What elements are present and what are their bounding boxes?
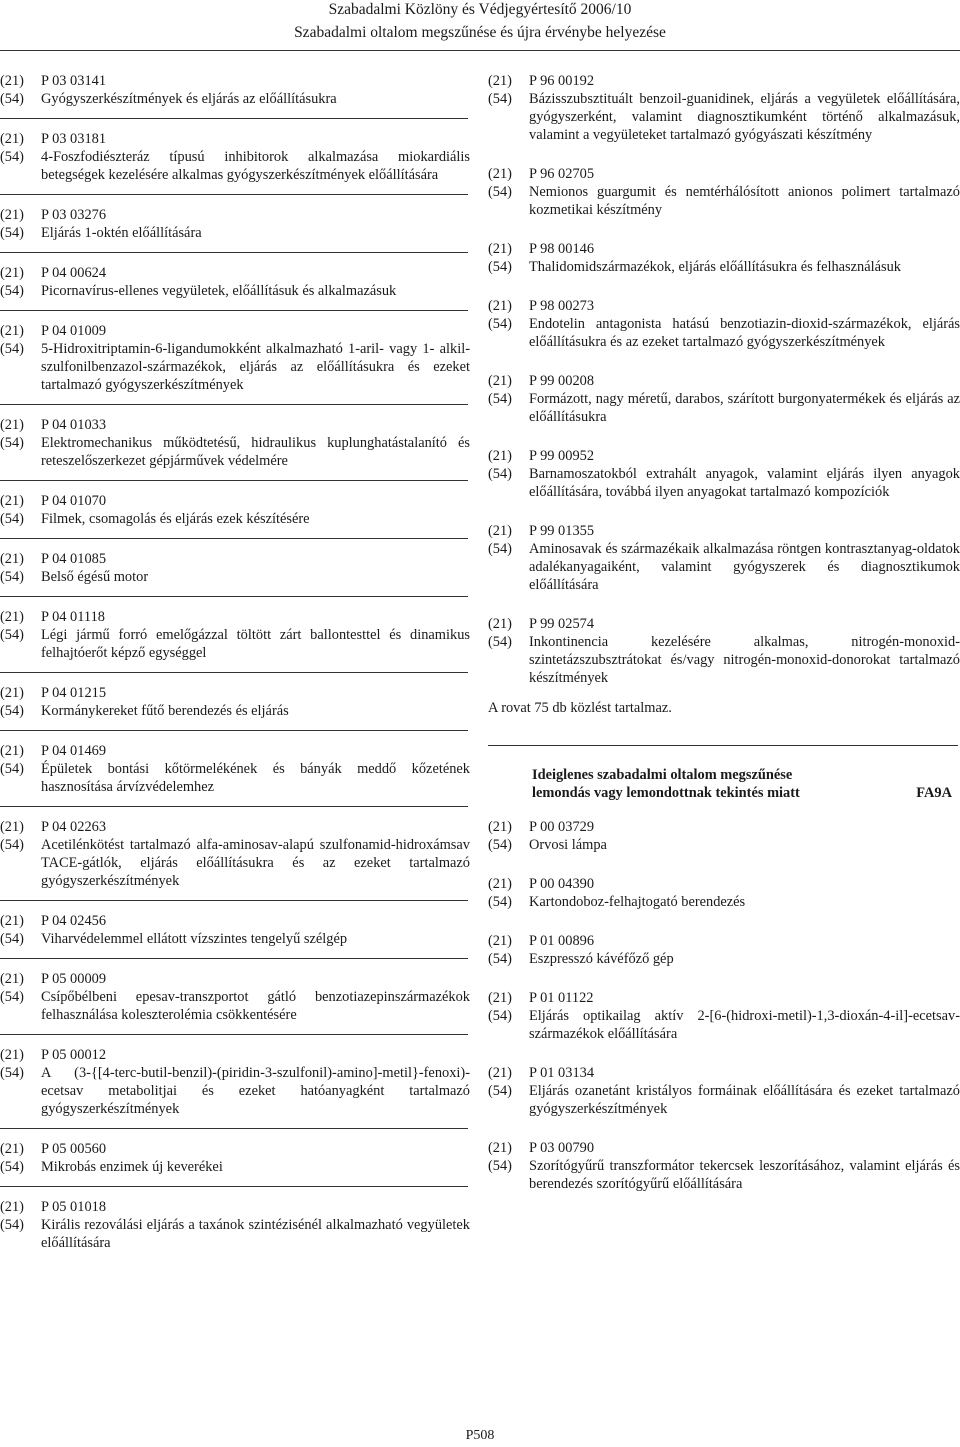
inid-code-21: (21) bbox=[0, 819, 24, 835]
patent-entry bbox=[488, 165, 960, 219]
invention-title: Formázott, nagy méretű, darabos, szárított burgonyatermékek és eljárás az előállításukra bbox=[529, 391, 960, 425]
inid-code-54: (54) bbox=[0, 703, 24, 719]
entry-number-line bbox=[488, 615, 960, 633]
inid-code-54: (54) bbox=[488, 1008, 512, 1024]
entry-title-line bbox=[0, 836, 470, 890]
entry-separator bbox=[0, 596, 468, 597]
entry-title-line bbox=[488, 950, 960, 968]
entry-gap bbox=[488, 968, 960, 989]
patent-entry bbox=[0, 818, 470, 890]
entry-number-line bbox=[488, 372, 960, 390]
subsection-title bbox=[488, 766, 800, 802]
invention-title: Királis rezoválási eljárás a taxánok szintézisénél alkalmazható vegyületek előállítására bbox=[41, 1217, 470, 1251]
entry-title-line bbox=[0, 434, 470, 470]
entry-gap bbox=[488, 1043, 960, 1064]
patent-entry bbox=[488, 989, 960, 1043]
summary-note: A rovat 75 db közlést tartalmaz. bbox=[488, 700, 672, 716]
inid-code-54: (54) bbox=[0, 931, 24, 947]
patent-entry bbox=[488, 875, 960, 911]
inid-code-54: (54) bbox=[0, 1159, 24, 1175]
entry-gap bbox=[488, 911, 960, 932]
invention-title: 5-Hidroxitriptamin-6-ligandumokként alkalmazható 1-aril- vagy 1- alkil-szulfonilbenzazol-származékok, eljárás az előállításukra és ezeket tartalmazó gyógyszerkészítmények bbox=[41, 341, 470, 393]
entry-number-line bbox=[488, 989, 960, 1007]
entry-gap bbox=[488, 219, 960, 240]
invention-title: Eszpresszó kávéfőző gép bbox=[529, 951, 674, 967]
application-number: P 05 01018 bbox=[41, 1199, 107, 1215]
inid-code-54: (54) bbox=[0, 149, 24, 165]
invention-title: Légi jármű forró emelőgázzal töltött zárt ballontesttel és dinamikus felhajtóerőt képző egységgel bbox=[41, 627, 470, 661]
inid-code-21: (21) bbox=[0, 207, 24, 223]
inid-code-21: (21) bbox=[488, 166, 512, 182]
journal-title: Szabadalmi Közlöny és Védjegyértesítő 2006/10 bbox=[328, 1, 632, 18]
entry-title-line bbox=[0, 702, 470, 720]
entry-separator bbox=[0, 672, 468, 673]
application-number: P 01 00896 bbox=[529, 933, 595, 949]
entry-gap bbox=[488, 501, 960, 522]
patent-entry bbox=[0, 1198, 470, 1252]
inid-code-54: (54) bbox=[0, 225, 24, 241]
entry-title-line bbox=[488, 315, 960, 351]
entry-gap bbox=[488, 854, 960, 875]
inid-code-21: (21) bbox=[0, 265, 24, 281]
entry-separator bbox=[0, 958, 468, 959]
application-number: P 04 01070 bbox=[41, 493, 107, 509]
entry-title-line bbox=[0, 340, 470, 394]
application-number: P 04 01469 bbox=[41, 743, 107, 759]
entry-number-line bbox=[488, 165, 960, 183]
inid-code-21: (21) bbox=[488, 616, 512, 632]
entry-number-line bbox=[0, 818, 470, 836]
entry-gap bbox=[488, 276, 960, 297]
right-column bbox=[488, 72, 960, 1193]
inid-code-54: (54) bbox=[0, 341, 24, 357]
inid-code-54: (54) bbox=[488, 391, 512, 407]
patent-entry bbox=[488, 72, 960, 144]
entry-title-line bbox=[0, 90, 470, 108]
invention-title: Kartondoboz-felhajtogató berendezés bbox=[529, 894, 746, 910]
inid-code-21: (21) bbox=[0, 131, 24, 147]
subsection-entries bbox=[488, 818, 960, 1193]
subsection-code: FA9A bbox=[916, 785, 952, 801]
entry-title-line bbox=[0, 148, 470, 184]
entry-number-line bbox=[0, 608, 470, 626]
application-number: P 03 03276 bbox=[41, 207, 107, 223]
application-number: P 04 02456 bbox=[41, 913, 107, 929]
application-number: P 99 00208 bbox=[529, 373, 595, 389]
invention-title: Viharvédelemmel ellátott vízszintes tengelyű szélgép bbox=[41, 931, 348, 947]
invention-title: Picornavírus-ellenes vegyületek, előállításuk és alkalmazásuk bbox=[41, 283, 397, 299]
entry-number-line bbox=[488, 522, 960, 540]
patent-entry bbox=[0, 322, 470, 394]
entry-separator bbox=[0, 1186, 468, 1187]
entry-separator bbox=[0, 806, 468, 807]
entry-title-line bbox=[488, 836, 960, 854]
patent-entry bbox=[488, 1139, 960, 1193]
subsection-title-line2: lemondás vagy lemondottnak tekintés miatt bbox=[532, 785, 800, 801]
application-number: P 98 00146 bbox=[529, 241, 595, 257]
application-number: P 96 02705 bbox=[529, 166, 595, 182]
patent-entry bbox=[488, 522, 960, 594]
inid-code-21: (21) bbox=[0, 73, 24, 89]
invention-title: Aminosavak és származékaik alkalmazása röntgen kontrasztanyag-oldatok adalékanyagaiként, valamint gyógyszerek és diagnosztikumok előállítására bbox=[529, 541, 960, 593]
inid-code-54: (54) bbox=[0, 761, 24, 777]
entry-title-line bbox=[488, 633, 960, 687]
patent-entry bbox=[488, 932, 960, 968]
invention-title: Thalidomidszármazékok, eljárás előállításukra és felhasználásuk bbox=[529, 259, 902, 275]
inid-code-54: (54) bbox=[0, 627, 24, 643]
inid-code-54: (54) bbox=[488, 1083, 512, 1099]
invention-title: A (3-{[4-terc-butil-benzil)-(piridin-3-szulfonil)-amino]-metil}-fenoxi)-ecetsav metabolitjai és ezeket hatóanyagként tartalmazó gyógyszerkészítmények bbox=[41, 1065, 470, 1117]
entry-gap bbox=[488, 351, 960, 372]
inid-code-54: (54) bbox=[488, 259, 512, 275]
invention-title: Szorítógyűrű transzformátor tekercsek leszorításához, valamint eljárás és berendezés szorítógyűrű előállítására bbox=[529, 1158, 960, 1192]
entry-separator bbox=[0, 194, 468, 195]
invention-title: Gyógyszerkészítmények és eljárás az előállításukra bbox=[41, 91, 337, 107]
invention-title: Eljárás ozanetánt kristályos formáinak előállítására és ezeket tartalmazó gyógyszerkészítmények bbox=[529, 1083, 960, 1117]
entry-number-line bbox=[0, 550, 470, 568]
patent-entry bbox=[0, 742, 470, 796]
inid-code-21: (21) bbox=[488, 523, 512, 539]
entry-number-line bbox=[0, 1198, 470, 1216]
inid-code-21: (21) bbox=[0, 1141, 24, 1157]
inid-code-21: (21) bbox=[488, 1065, 512, 1081]
invention-title: Kormánykereket fűtő berendezés és eljárás bbox=[41, 703, 289, 719]
entry-separator bbox=[0, 1034, 468, 1035]
entry-number-line bbox=[0, 492, 470, 510]
entry-number-line bbox=[0, 416, 470, 434]
application-number: P 01 03134 bbox=[529, 1065, 595, 1081]
inid-code-21: (21) bbox=[0, 913, 24, 929]
entry-title-line bbox=[0, 626, 470, 662]
application-number: P 05 00009 bbox=[41, 971, 107, 987]
application-number: P 01 01122 bbox=[529, 990, 594, 1006]
inid-code-21: (21) bbox=[488, 241, 512, 257]
entry-title-line bbox=[0, 1216, 470, 1252]
invention-title: Inkontinencia kezelésére alkalmas, nitrogén-monoxid-szintetázszubsztrátokat és/vagy nitrogén-monoxid-donorokat tartalmazó készítmények bbox=[529, 634, 960, 686]
patent-entry bbox=[0, 608, 470, 662]
inid-code-21: (21) bbox=[0, 323, 24, 339]
invention-title: Csípőbélbeni epesav-transzportot gátló benzotiazepinszármazékok felhasználása koleszterolémia csökkentésére bbox=[41, 989, 470, 1023]
application-number: P 03 00790 bbox=[529, 1140, 595, 1156]
inid-code-21: (21) bbox=[0, 1199, 24, 1215]
entry-number-line bbox=[0, 912, 470, 930]
invention-title: Mikrobás enzimek új keverékei bbox=[41, 1159, 223, 1175]
patent-entry bbox=[488, 372, 960, 426]
entry-number-line bbox=[488, 818, 960, 836]
entry-title-line bbox=[0, 568, 470, 586]
application-number: P 04 01009 bbox=[41, 323, 107, 339]
inid-code-21: (21) bbox=[0, 685, 24, 701]
inid-code-54: (54) bbox=[488, 466, 512, 482]
entry-title-line bbox=[0, 224, 470, 242]
application-number: P 00 04390 bbox=[529, 876, 595, 892]
inid-code-21: (21) bbox=[0, 971, 24, 987]
entry-number-line bbox=[0, 742, 470, 760]
application-number: P 03 03181 bbox=[41, 131, 107, 147]
patent-entry bbox=[488, 447, 960, 501]
entry-number-line bbox=[0, 970, 470, 988]
entry-number-line bbox=[488, 72, 960, 90]
inid-code-54: (54) bbox=[488, 184, 512, 200]
inid-code-21: (21) bbox=[488, 298, 512, 314]
application-number: P 05 00560 bbox=[41, 1141, 107, 1157]
inid-code-21: (21) bbox=[0, 1047, 24, 1063]
inid-code-21: (21) bbox=[488, 933, 512, 949]
entry-title-line bbox=[488, 390, 960, 426]
entry-title-line bbox=[488, 1082, 960, 1118]
inid-code-54: (54) bbox=[0, 91, 24, 107]
patent-entry bbox=[0, 1046, 470, 1118]
left-column bbox=[0, 72, 470, 1252]
entry-title-line bbox=[488, 183, 960, 219]
invention-title: Elektromechanikus működtetésű, hidraulikus kuplunghatástalanító és reteszelőszerkezet gépjárművek védelmére bbox=[41, 435, 470, 469]
inid-code-21: (21) bbox=[0, 609, 24, 625]
entry-title-line bbox=[488, 893, 960, 911]
entry-gap bbox=[488, 426, 960, 447]
application-number: P 04 00624 bbox=[41, 265, 107, 281]
inid-code-54: (54) bbox=[488, 894, 512, 910]
inid-code-21: (21) bbox=[488, 373, 512, 389]
application-number: P 98 00273 bbox=[529, 298, 595, 314]
entry-title-line bbox=[0, 760, 470, 796]
entry-number-line bbox=[0, 322, 470, 340]
patent-entry bbox=[0, 970, 470, 1024]
inid-code-21: (21) bbox=[488, 876, 512, 892]
inid-code-54: (54) bbox=[0, 1065, 24, 1081]
entry-title-line bbox=[0, 930, 470, 948]
application-number: P 04 01033 bbox=[41, 417, 107, 433]
inid-code-21: (21) bbox=[488, 819, 512, 835]
entry-separator bbox=[0, 252, 468, 253]
entry-number-line bbox=[488, 297, 960, 315]
invention-title: Bázisszubsztituált benzoil-guanidinek, eljárás a vegyületek előállítására, gyógyszerként, valamint diagnosztikumként történő alkalmazásuk, valamint a vegyületeket tartalmazó gyógyászati készítmény bbox=[529, 91, 960, 143]
inid-code-54: (54) bbox=[0, 511, 24, 527]
entry-title-line bbox=[0, 282, 470, 300]
invention-title: Eljárás optikailag aktív 2-[6-(hidroxi-metil)-1,3-dioxán-4-il]-ecetsav-származékok előállítására bbox=[529, 1008, 960, 1042]
invention-title: Belső égésű motor bbox=[41, 569, 149, 585]
entry-title-line bbox=[488, 258, 960, 276]
invention-title: Endotelin antagonista hatású benzotiazin-dioxid-származékok, eljárás előállításukra és az ezeket tartalmazó gyógyszerkészítmények bbox=[529, 316, 960, 350]
entry-title-line bbox=[0, 1064, 470, 1118]
patent-entry bbox=[0, 684, 470, 720]
inid-code-54: (54) bbox=[488, 316, 512, 332]
application-number: P 00 03729 bbox=[529, 819, 595, 835]
entry-title-line bbox=[0, 988, 470, 1024]
application-number: P 04 01215 bbox=[41, 685, 107, 701]
entry-number-line bbox=[0, 72, 470, 90]
entry-separator bbox=[0, 310, 468, 311]
header-rule bbox=[0, 50, 960, 51]
patent-entry bbox=[0, 72, 470, 108]
entry-separator bbox=[0, 118, 468, 119]
patent-entry bbox=[488, 297, 960, 351]
application-number: P 03 03141 bbox=[41, 73, 107, 89]
application-number: P 99 00952 bbox=[529, 448, 595, 464]
entry-separator bbox=[0, 404, 468, 405]
application-number: P 99 02574 bbox=[529, 616, 595, 632]
subsection-header bbox=[488, 766, 960, 802]
entry-title-line bbox=[0, 510, 470, 528]
invention-title: Filmek, csomagolás és eljárás ezek készítésére bbox=[41, 511, 310, 527]
invention-title: Nemionos guargumit és nemtérhálósított anionos polimert tartalmazó kozmetikai készítmény bbox=[529, 184, 960, 218]
inid-code-54: (54) bbox=[488, 951, 512, 967]
entry-number-line bbox=[488, 447, 960, 465]
entry-title-line bbox=[488, 90, 960, 144]
entry-separator bbox=[0, 730, 468, 731]
section-heading: Szabadalmi oltalom megszűnése és újra érvénybe helyezése bbox=[294, 24, 666, 41]
entry-number-line bbox=[0, 684, 470, 702]
inid-code-54: (54) bbox=[0, 569, 24, 585]
entry-separator bbox=[0, 480, 468, 481]
invention-title: Orvosi lámpa bbox=[529, 837, 607, 853]
inid-code-21: (21) bbox=[488, 448, 512, 464]
inid-code-21: (21) bbox=[488, 1140, 512, 1156]
patent-entry bbox=[0, 1140, 470, 1176]
entry-title-line bbox=[488, 1007, 960, 1043]
entry-number-line bbox=[0, 130, 470, 148]
entry-number-line bbox=[0, 1140, 470, 1158]
inid-code-21: (21) bbox=[0, 493, 24, 509]
entry-gap bbox=[488, 144, 960, 165]
entry-number-line bbox=[0, 1046, 470, 1064]
application-number: P 04 02263 bbox=[41, 819, 107, 835]
patent-entry bbox=[0, 206, 470, 242]
patent-entry bbox=[0, 492, 470, 528]
entry-gap bbox=[488, 1118, 960, 1139]
invention-title: Épületek bontási kőtörmelékének és bányák meddő kőzetének hasznosítása árvízvédelemhez bbox=[41, 761, 470, 795]
entry-number-line bbox=[488, 1064, 960, 1082]
entry-number-line bbox=[488, 932, 960, 950]
entry-separator bbox=[0, 538, 468, 539]
entry-number-line bbox=[0, 264, 470, 282]
entry-number-line bbox=[488, 875, 960, 893]
inid-code-21: (21) bbox=[488, 73, 512, 89]
inid-code-54: (54) bbox=[0, 837, 24, 853]
inid-code-54: (54) bbox=[488, 837, 512, 853]
subsection-title-line1: Ideiglenes szabadalmi oltalom megszűnése bbox=[532, 767, 793, 783]
entry-number-line bbox=[488, 1139, 960, 1157]
entry-title-line bbox=[488, 1157, 960, 1193]
inid-code-54: (54) bbox=[0, 989, 24, 1005]
entry-number-line bbox=[488, 240, 960, 258]
entry-title-line bbox=[488, 540, 960, 594]
inid-code-54: (54) bbox=[488, 541, 512, 557]
patent-entry bbox=[0, 912, 470, 948]
application-number: P 99 01355 bbox=[529, 523, 595, 539]
inid-code-21: (21) bbox=[0, 551, 24, 567]
patent-entry bbox=[488, 615, 960, 687]
inid-code-21: (21) bbox=[0, 417, 24, 433]
entry-separator bbox=[488, 745, 958, 746]
application-number: P 96 00192 bbox=[529, 73, 595, 89]
invention-title: Acetilénkötést tartalmazó alfa-aminosav-alapú szulfonamid-hidroxámsav TACE-gátlók, eljárás előállításukra és az ezeket tartalmazó gyógyszerkészítmények bbox=[41, 837, 470, 889]
entry-gap bbox=[488, 594, 960, 615]
right-entries bbox=[488, 72, 960, 687]
patent-entry bbox=[0, 264, 470, 300]
entry-separator bbox=[0, 1128, 468, 1129]
entry-title-line bbox=[488, 465, 960, 501]
patent-entry bbox=[0, 550, 470, 586]
patent-entry bbox=[0, 130, 470, 184]
inid-code-54: (54) bbox=[488, 91, 512, 107]
inid-code-21: (21) bbox=[488, 990, 512, 1006]
inid-code-54: (54) bbox=[488, 1158, 512, 1174]
entry-title-line bbox=[0, 1158, 470, 1176]
patent-entry bbox=[488, 818, 960, 854]
inid-code-54: (54) bbox=[0, 1217, 24, 1233]
inid-code-54: (54) bbox=[0, 435, 24, 451]
application-number: P 05 00012 bbox=[41, 1047, 107, 1063]
invention-title: 4-Foszfodiészteráz típusú inhibitorok alkalmazása miokardiális betegségek kezelésére alkalmas gyógyszerkészítmények előállítására bbox=[41, 149, 470, 183]
inid-code-21: (21) bbox=[0, 743, 24, 759]
entry-separator bbox=[0, 900, 468, 901]
patent-entry bbox=[0, 416, 470, 470]
application-number: P 04 01085 bbox=[41, 551, 107, 567]
inid-code-54: (54) bbox=[0, 283, 24, 299]
invention-title: Barnamoszatokból extrahált anyagok, valamint eljárás ilyen anyagok előállítására, továbbá ilyen anyagokat tartalmazó kompozíciók bbox=[529, 466, 960, 500]
inid-code-54: (54) bbox=[488, 634, 512, 650]
application-number: P 04 01118 bbox=[41, 609, 105, 625]
entry-number-line bbox=[0, 206, 470, 224]
patent-entry bbox=[488, 1064, 960, 1118]
invention-title: Eljárás 1-oktén előállítására bbox=[41, 225, 202, 241]
page-number: P508 bbox=[465, 1428, 495, 1443]
patent-entry bbox=[488, 240, 960, 276]
